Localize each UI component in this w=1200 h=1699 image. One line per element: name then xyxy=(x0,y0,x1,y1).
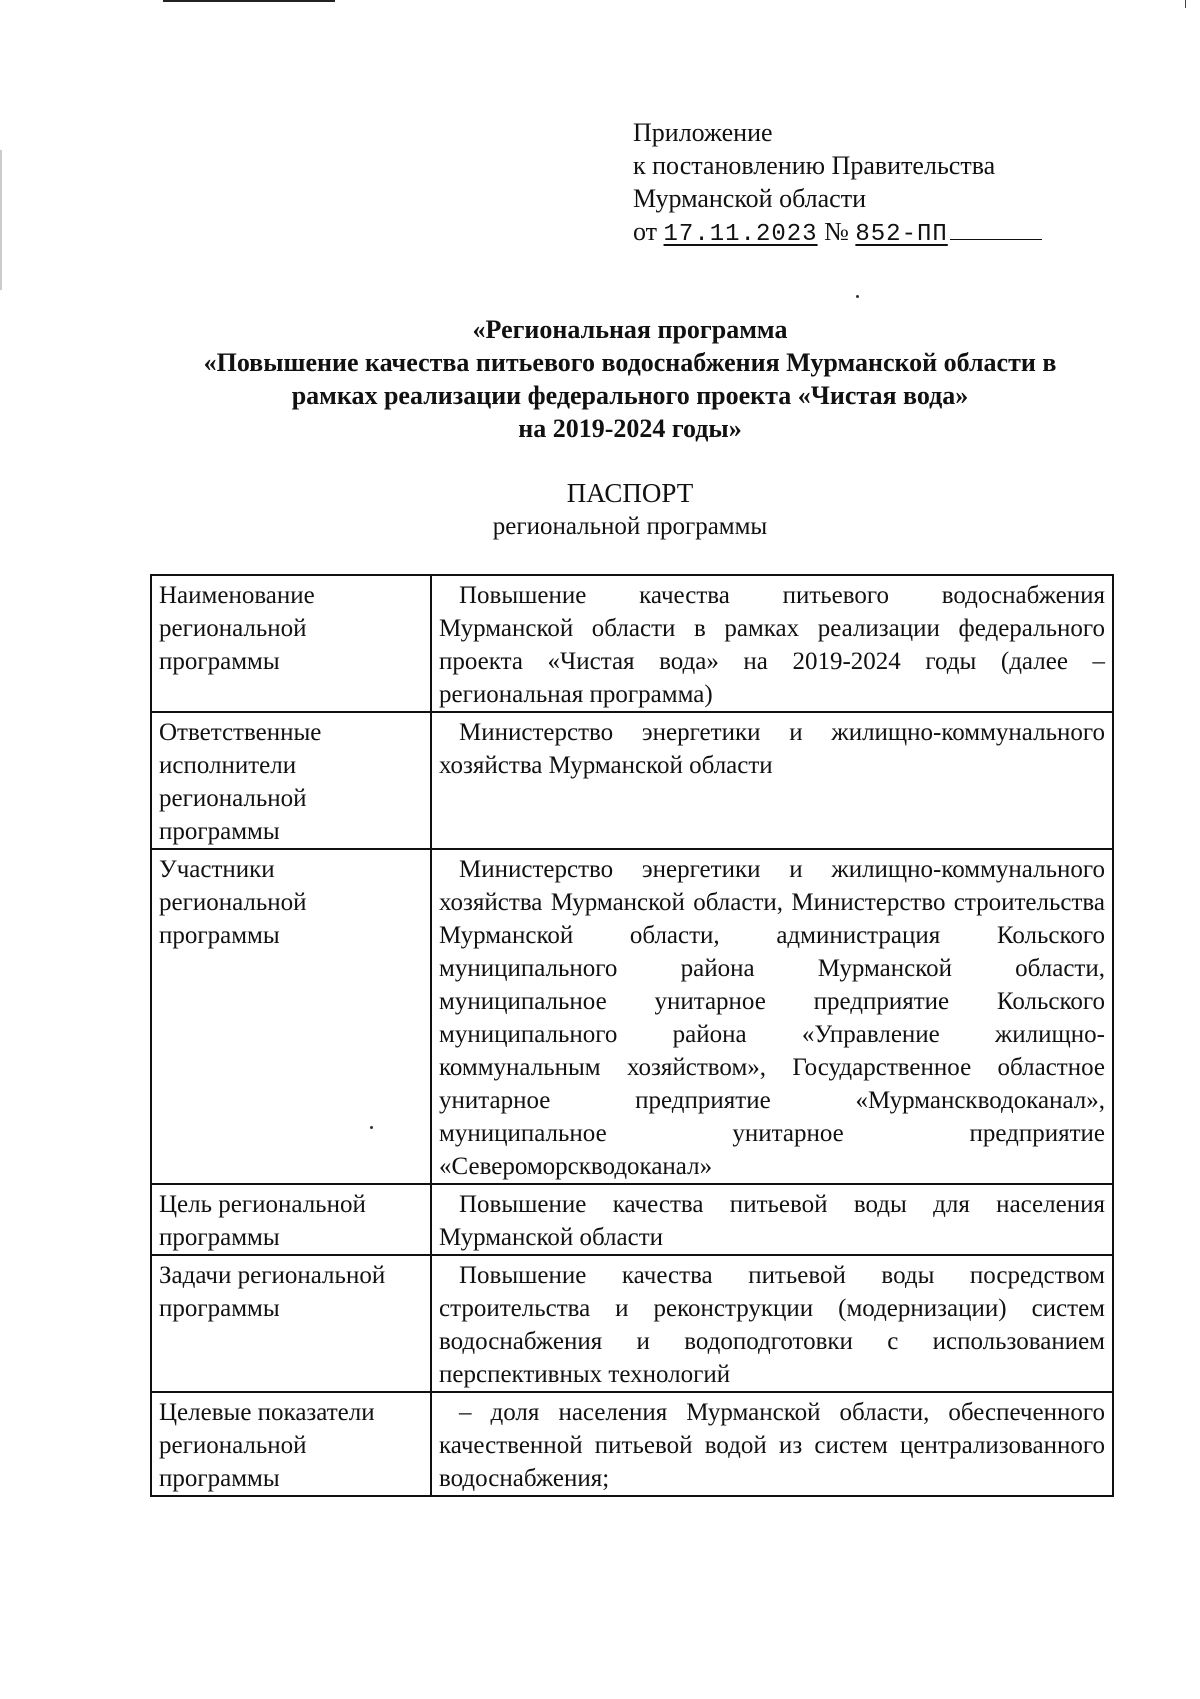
title-line-4: на 2019-2024 годы» xyxy=(518,414,742,443)
approval-number: 852-ПП xyxy=(855,221,948,248)
table-row xyxy=(151,575,1113,712)
approval-date-line xyxy=(633,215,1042,251)
scan-dot xyxy=(856,295,859,298)
row-label: Участники региональной программы xyxy=(151,849,431,1184)
approval-line-1: Приложение xyxy=(633,118,773,147)
passport-heading: ПАСПОРТ xyxy=(566,478,694,508)
table-row xyxy=(151,712,1113,849)
passport-subheading: региональной программы xyxy=(492,513,768,540)
document-title xyxy=(140,313,1120,445)
approval-line-3: Мурманской области xyxy=(633,184,866,213)
table-row xyxy=(151,849,1113,1184)
row-value: – доля населения Мурманской области, обеспеченного качественной питьевой водой из систем централизованного водоснабжения; xyxy=(431,1392,1113,1496)
row-value: Повышение качества питьевого водоснабжения Мурманской области в рамках реализации федерального проекта «Чистая вода» на 2019-2024 годы (далее – региональная программа) xyxy=(431,575,1113,712)
row-value: Повышение качества питьевой воды для населения Мурманской области xyxy=(431,1184,1113,1255)
scan-artifact-right xyxy=(1179,0,1186,8)
table-row xyxy=(151,1255,1113,1392)
title-line-3: рамках реализации федерального проекта «Чистая вода» xyxy=(291,381,969,410)
row-label: Цель региональной программы xyxy=(151,1184,431,1255)
approval-line-2: к постановлению Правительства xyxy=(633,151,996,180)
passport-heading-block xyxy=(140,477,1120,543)
scan-artifact-top xyxy=(163,0,335,2)
approval-date: 17.11.2023 xyxy=(663,221,818,248)
approval-number-sign: № xyxy=(824,217,849,246)
table-row xyxy=(151,1184,1113,1255)
title-line-1: «Региональная программа xyxy=(472,315,788,344)
approval-underline xyxy=(950,239,1042,240)
row-label: Задачи региональной программы xyxy=(151,1255,431,1392)
row-label: Целевые показатели региональной программы xyxy=(151,1392,431,1496)
table-row xyxy=(151,1392,1113,1496)
approval-prefix: от xyxy=(633,217,658,246)
row-value: Министерство энергетики и жилищно-коммунального хозяйства Мурманской области, Министерство строительства Мурманской области, администрация Кольского муниципального района Мурманской области, муниципальное унитарное предприятие Кольского муниципального района «Управление жилищно-коммунальным хозяйством», Государственное областное унитарное предприятие «Мурманскводоканал», муниципальное унитарное предприятие «Североморскводоканал» xyxy=(431,849,1113,1184)
row-value: Повышение качества питьевой воды посредством строительства и реконструкции (модернизации) систем водоснабжения и водоподготовки с использованием перспективных технологий xyxy=(431,1255,1113,1392)
approval-block xyxy=(633,116,1042,251)
passport-table xyxy=(150,574,1114,1497)
title-line-2: «Повышение качества питьевого водоснабжения Мурманской области в xyxy=(203,348,1057,377)
row-label: Наименование региональной программы xyxy=(151,575,431,712)
scan-edge-left xyxy=(0,150,2,290)
row-value: Министерство энергетики и жилищно-коммунального хозяйства Мурманской области xyxy=(431,712,1113,849)
row-label: Ответственные исполнители региональной программы xyxy=(151,712,431,849)
scan-dot xyxy=(370,1126,373,1129)
